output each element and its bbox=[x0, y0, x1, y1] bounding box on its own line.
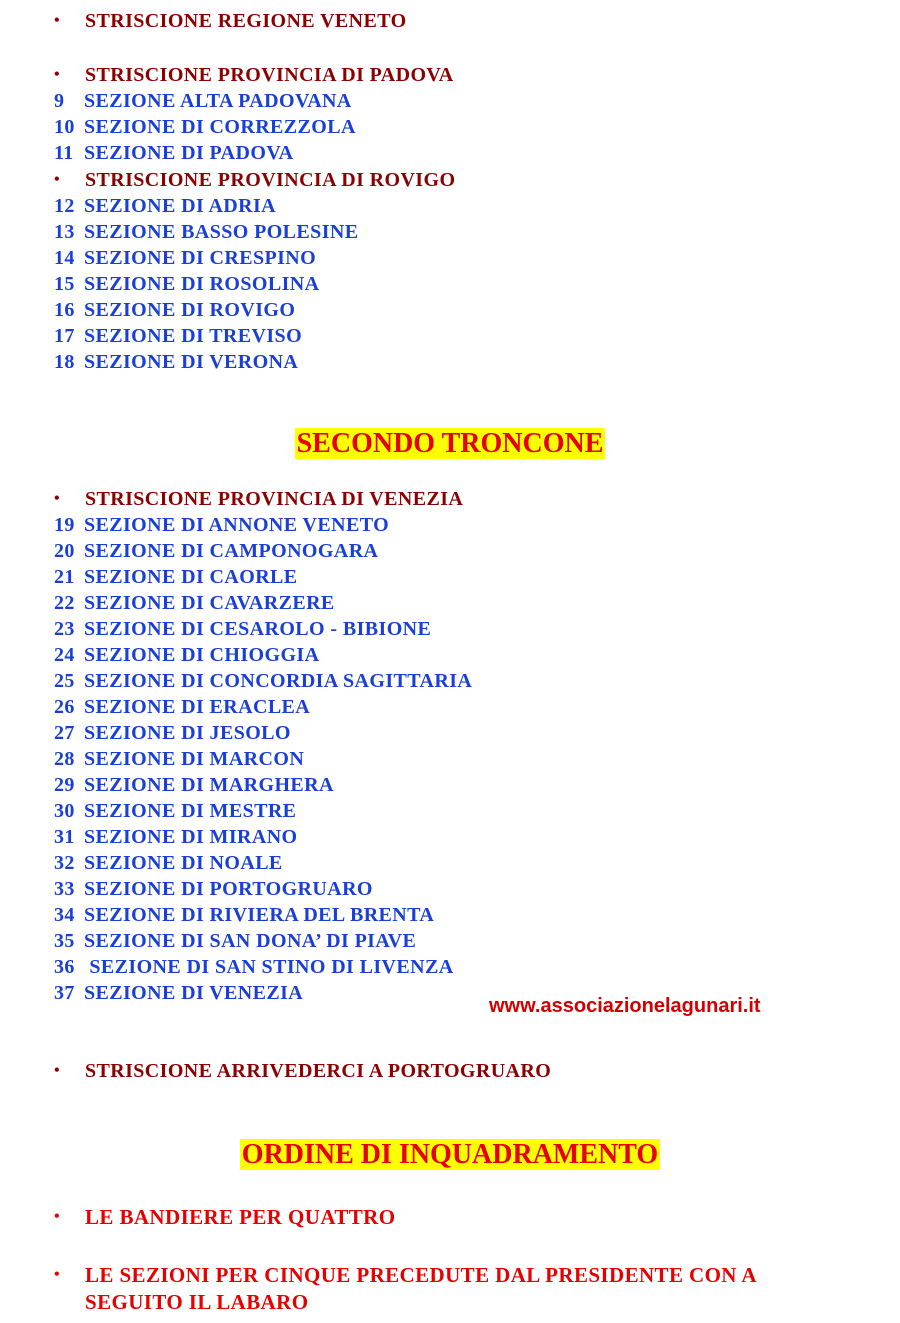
bullet-icon: • bbox=[54, 66, 61, 83]
item-label: SEZIONE DI SAN DONA’ DI PIAVE bbox=[84, 930, 417, 952]
item-label: SEZIONE DI PADOVA bbox=[84, 142, 294, 164]
item-number: 9 bbox=[54, 90, 65, 112]
list-item bbox=[54, 954, 454, 980]
bullet-icon: • bbox=[54, 171, 61, 188]
item-number: 18 bbox=[54, 351, 75, 373]
item-number: 16 bbox=[54, 299, 75, 321]
bullet-icon: • bbox=[54, 1266, 61, 1283]
item-number: 32 bbox=[54, 852, 75, 874]
item-label: SEZIONE DI ERACLEA bbox=[84, 696, 311, 718]
item-label: SEZIONE DI CAVARZERE bbox=[84, 592, 335, 614]
item-number: 29 bbox=[54, 774, 75, 796]
list-item bbox=[54, 720, 291, 746]
bullet-icon: • bbox=[54, 1062, 61, 1079]
heading-ordine-inquadramento: ORDINE DI INQUADRAMENTO bbox=[241, 1139, 659, 1170]
item-number: 21 bbox=[54, 566, 75, 588]
list-item bbox=[54, 512, 389, 538]
item-label: SEZIONE DI ANNONE VENETO bbox=[84, 514, 390, 536]
item-number: 19 bbox=[54, 514, 75, 536]
list-item bbox=[54, 349, 298, 375]
item-number: 13 bbox=[54, 221, 75, 243]
item-label: SEZIONE DI MARGHERA bbox=[84, 774, 334, 796]
item-number: 34 bbox=[54, 904, 75, 926]
list-item bbox=[54, 590, 335, 616]
heading-secondo-troncone: SECONDO TRONCONE bbox=[296, 428, 604, 459]
list-item bbox=[54, 297, 295, 323]
item-number: 15 bbox=[54, 273, 75, 295]
item-label: SEZIONE DI CORREZZOLA bbox=[84, 116, 356, 138]
item-label: SEZIONE DI CRESPINO bbox=[84, 247, 317, 269]
list-item bbox=[54, 876, 373, 902]
item-label: SEZIONE DI JESOLO bbox=[84, 722, 291, 744]
item-number: 22 bbox=[54, 592, 75, 614]
list-item bbox=[54, 219, 358, 245]
item-number: 31 bbox=[54, 826, 75, 848]
item-label: SEZIONE DI ADRIA bbox=[84, 195, 277, 217]
item-label: SEZIONE DI RIVIERA DEL BRENTA bbox=[84, 904, 435, 926]
item-label: SEZIONE DI MESTRE bbox=[84, 800, 297, 822]
item-label: SEZIONE DI CONCORDIA SAGITTARIA bbox=[84, 670, 473, 692]
list-item bbox=[54, 824, 298, 850]
list-item bbox=[54, 140, 293, 166]
item-number: 12 bbox=[54, 195, 75, 217]
item-label: SEZIONE DI CHIOGGIA bbox=[84, 644, 320, 666]
item-number: 27 bbox=[54, 722, 75, 744]
bullet-icon: • bbox=[54, 12, 61, 29]
item-label: SEZIONE DI TREVISO bbox=[84, 325, 303, 347]
bullet-icon: • bbox=[54, 490, 61, 507]
item-number: 23 bbox=[54, 618, 75, 640]
item-number: 36 bbox=[54, 956, 75, 978]
item-number: 37 bbox=[54, 982, 75, 1004]
list-item bbox=[54, 798, 296, 824]
item-number: 20 bbox=[54, 540, 75, 562]
list-item bbox=[54, 616, 431, 642]
item-label: SEZIONE DI VERONA bbox=[84, 351, 299, 373]
item-number: 14 bbox=[54, 247, 75, 269]
item-number: 30 bbox=[54, 800, 75, 822]
item-number: 10 bbox=[54, 116, 75, 138]
list-item bbox=[54, 850, 283, 876]
list-item bbox=[54, 746, 304, 772]
item-number: 33 bbox=[54, 878, 75, 900]
item-label: SEZIONE DI ROSOLINA bbox=[84, 273, 320, 295]
item-label: SEZIONE DI VENEZIA bbox=[84, 982, 304, 1004]
item-number: 17 bbox=[54, 325, 75, 347]
website-link[interactable]: www.associazionelagunari.it bbox=[489, 995, 761, 1017]
item-number: 26 bbox=[54, 696, 75, 718]
bullet-icon: • bbox=[54, 1208, 61, 1225]
list-item bbox=[54, 642, 319, 668]
item-label: SEZIONE DI MIRANO bbox=[84, 826, 298, 848]
item-label: SEZIONE DI NOALE bbox=[84, 852, 283, 874]
item-number: 11 bbox=[54, 142, 74, 164]
list-item bbox=[54, 928, 416, 954]
list-item bbox=[54, 668, 472, 694]
item-label: SEZIONE DI CAORLE bbox=[84, 566, 298, 588]
item-number: 28 bbox=[54, 748, 75, 770]
list-item bbox=[54, 980, 303, 1006]
item-label: SEZIONE DI SAN STINO DI LIVENZA bbox=[84, 956, 454, 978]
list-item bbox=[54, 245, 316, 271]
list-item bbox=[54, 564, 298, 590]
item-label: SEZIONE DI ROVIGO bbox=[84, 299, 296, 321]
item-label: SEZIONE DI CAMPONOGARA bbox=[84, 540, 379, 562]
list-item bbox=[54, 772, 334, 798]
list-item bbox=[54, 193, 276, 219]
item-label: SEZIONE DI MARCON bbox=[84, 748, 305, 770]
item-label: SEZIONE ALTA PADOVANA bbox=[84, 90, 352, 112]
list-item bbox=[54, 902, 434, 928]
list-item bbox=[54, 114, 356, 140]
list-item bbox=[54, 323, 302, 349]
item-label: SEZIONE DI CESAROLO - BIBIONE bbox=[84, 618, 432, 640]
list-item bbox=[54, 88, 352, 114]
item-number: 25 bbox=[54, 670, 75, 692]
list-item bbox=[54, 538, 378, 564]
list-item bbox=[54, 271, 319, 297]
list-item bbox=[54, 694, 310, 720]
item-label: SEZIONE DI PORTOGRUARO bbox=[84, 878, 373, 900]
item-number: 24 bbox=[54, 644, 75, 666]
item-label: SEZIONE BASSO POLESINE bbox=[84, 221, 359, 243]
item-number: 35 bbox=[54, 930, 75, 952]
